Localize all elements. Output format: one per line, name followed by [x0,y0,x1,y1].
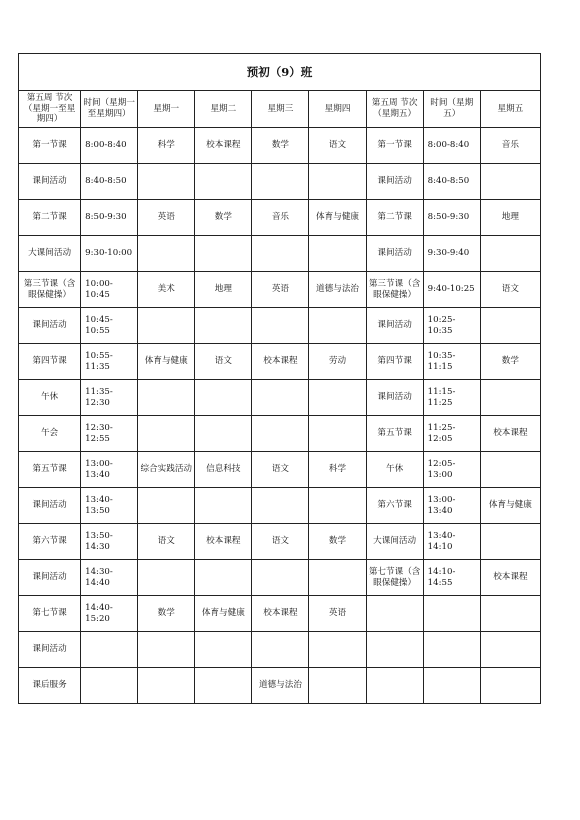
class-title: 预初（9）班 [19,54,541,91]
timetable-sheet [18,53,541,704]
table-cell: 10:55-11:35 [81,344,138,380]
table-cell: 14:30-14:40 [81,560,138,596]
table-cell: 课间活动 [366,164,423,200]
table-cell: 13:40-14:10 [423,524,480,560]
table-cell: 10:45-10:55 [81,308,138,344]
table-cell: 体育与健康 [480,488,540,524]
table-cell: 道德与法治 [309,272,366,308]
table-cell: 校本课程 [195,524,252,560]
table-cell [81,632,138,668]
table-cell: 校本课程 [480,416,540,452]
header-cell: 星期一 [138,91,195,128]
table-cell: 英语 [138,200,195,236]
table-cell [309,308,366,344]
table-cell [138,416,195,452]
table-cell [195,632,252,668]
table-cell: 科学 [309,452,366,488]
table-cell: 课间活动 [19,632,81,668]
table-cell: 12:05-13:00 [423,452,480,488]
table-cell: 9:30-9:40 [423,236,480,272]
table-cell [195,416,252,452]
table-cell: 10:00-10:45 [81,272,138,308]
table-cell [195,380,252,416]
table-cell [423,668,480,704]
table-cell: 10:35-11:15 [423,344,480,380]
table-cell: 数学 [309,524,366,560]
header-cell: 第五周 节次（星期五） [366,91,423,128]
table-cell: 语文 [480,272,540,308]
table-row [19,488,541,524]
table-row [19,596,541,632]
table-row [19,452,541,488]
table-cell: 第七节课 [19,596,81,632]
table-cell [309,236,366,272]
table-cell: 8:50-9:30 [423,200,480,236]
table-row [19,416,541,452]
table-cell: 数学 [252,128,309,164]
table-row [19,380,541,416]
table-cell: 9:40-10:25 [423,272,480,308]
table-cell [309,164,366,200]
table-row [19,128,541,164]
table-cell: 综合实践活动 [138,452,195,488]
table-cell: 课后服务 [19,668,81,704]
table-cell: 第一节课 [366,128,423,164]
table-cell [309,380,366,416]
table-row [19,200,541,236]
table-cell: 13:40-13:50 [81,488,138,524]
table-cell: 14:40-15:20 [81,596,138,632]
table-cell [480,668,540,704]
table-cell [138,632,195,668]
table-row [19,560,541,596]
table-cell: 校本课程 [195,128,252,164]
table-cell: 数学 [138,596,195,632]
table-cell [195,488,252,524]
table-cell [195,560,252,596]
table-cell: 第四节课 [366,344,423,380]
header-cell: 星期五 [480,91,540,128]
table-cell [480,236,540,272]
table-cell [138,164,195,200]
table-cell: 13:00-13:40 [81,452,138,488]
table-cell [480,308,540,344]
table-cell: 第三节课（含眼保健操） [19,272,81,308]
table-cell [366,596,423,632]
table-cell: 第二节课 [19,200,81,236]
header-row [19,91,541,128]
table-cell [480,164,540,200]
table-cell: 13:00-13:40 [423,488,480,524]
table-cell: 课间活动 [366,380,423,416]
table-cell: 语文 [252,524,309,560]
table-row [19,668,541,704]
table-cell: 14:10-14:55 [423,560,480,596]
table-row [19,632,541,668]
table-cell: 8:00-8:40 [81,128,138,164]
table-row [19,344,541,380]
table-cell: 地理 [195,272,252,308]
table-cell: 语文 [195,344,252,380]
table-cell: 美术 [138,272,195,308]
table-cell: 9:30-10:00 [81,236,138,272]
table-cell [138,380,195,416]
table-cell [366,668,423,704]
header-cell: 时间（星期五） [423,91,480,128]
table-cell [138,668,195,704]
table-cell: 英语 [252,272,309,308]
header-cell: 时间（星期一至星期四） [81,91,138,128]
header-cell: 第五周 节次（星期一至星期四） [19,91,81,128]
table-cell [252,236,309,272]
table-cell: 语文 [138,524,195,560]
table-cell [366,632,423,668]
table-cell [195,236,252,272]
table-cell: 课间活动 [19,308,81,344]
table-cell: 8:40-8:50 [423,164,480,200]
table-cell [138,308,195,344]
table-cell: 午休 [19,380,81,416]
table-cell [480,596,540,632]
table-cell [252,164,309,200]
table-cell: 午休 [366,452,423,488]
table-cell: 信息科技 [195,452,252,488]
table-cell: 数学 [480,344,540,380]
table-cell [480,380,540,416]
table-cell: 8:40-8:50 [81,164,138,200]
table-cell [195,668,252,704]
table-cell: 校本课程 [252,596,309,632]
table-row [19,164,541,200]
table-cell: 第六节课 [366,488,423,524]
table-cell: 课间活动 [366,236,423,272]
table-cell: 道德与法治 [252,668,309,704]
table-cell: 校本课程 [480,560,540,596]
table-cell: 英语 [309,596,366,632]
table-row [19,272,541,308]
table-row [19,308,541,344]
table-cell: 8:50-9:30 [81,200,138,236]
table-row [19,524,541,560]
table-cell [480,452,540,488]
table-cell: 第七节课（含眼保健操） [366,560,423,596]
table-cell [81,668,138,704]
table-row [19,236,541,272]
timetable [18,53,541,704]
table-cell: 体育与健康 [195,596,252,632]
table-cell: 11:35-12:30 [81,380,138,416]
table-cell: 第三节课（含眼保健操） [366,272,423,308]
table-cell: 第五节课 [366,416,423,452]
table-cell: 音乐 [252,200,309,236]
table-cell: 大课间活动 [366,524,423,560]
table-cell: 第六节课 [19,524,81,560]
table-cell: 数学 [195,200,252,236]
table-cell: 课间活动 [19,560,81,596]
table-cell: 13:50-14:30 [81,524,138,560]
table-cell: 科学 [138,128,195,164]
table-cell: 午会 [19,416,81,452]
table-cell [195,164,252,200]
header-cell: 星期四 [309,91,366,128]
header-cell: 星期二 [195,91,252,128]
table-cell [423,596,480,632]
table-cell [252,560,309,596]
table-cell [138,488,195,524]
table-cell: 课间活动 [19,164,81,200]
table-cell [138,236,195,272]
table-cell: 12:30-12:55 [81,416,138,452]
table-cell [309,560,366,596]
header-cell: 星期三 [252,91,309,128]
table-cell [480,632,540,668]
table-cell [252,488,309,524]
table-cell: 校本课程 [252,344,309,380]
table-cell: 第四节课 [19,344,81,380]
table-cell [423,632,480,668]
table-cell [309,668,366,704]
table-cell [309,632,366,668]
table-cell [252,416,309,452]
table-cell: 地理 [480,200,540,236]
table-cell [480,524,540,560]
table-cell: 语文 [252,452,309,488]
table-cell: 第五节课 [19,452,81,488]
table-cell [252,380,309,416]
table-cell: 大课间活动 [19,236,81,272]
table-cell [195,308,252,344]
table-cell: 8:00-8:40 [423,128,480,164]
table-cell: 第二节课 [366,200,423,236]
table-cell: 体育与健康 [138,344,195,380]
table-cell: 音乐 [480,128,540,164]
table-cell [252,632,309,668]
table-cell: 第一节课 [19,128,81,164]
table-cell [252,308,309,344]
table-cell: 体育与健康 [309,200,366,236]
table-cell [309,416,366,452]
table-cell: 11:25-12:05 [423,416,480,452]
table-cell: 11:15-11:25 [423,380,480,416]
table-cell: 劳动 [309,344,366,380]
table-cell: 课间活动 [19,488,81,524]
table-cell: 10:25-10:35 [423,308,480,344]
table-cell: 语文 [309,128,366,164]
table-cell: 课间活动 [366,308,423,344]
table-cell [309,488,366,524]
table-cell [138,560,195,596]
